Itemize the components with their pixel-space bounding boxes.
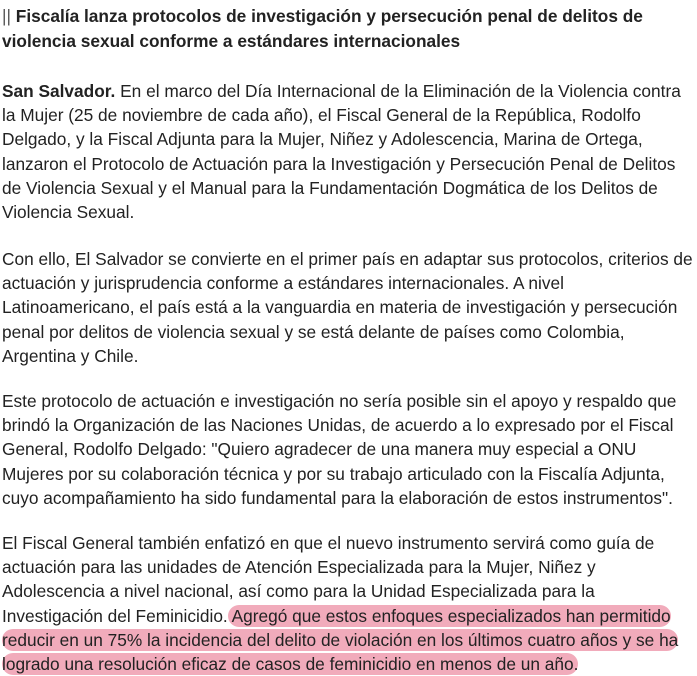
paragraph-3: Este protocolo de actuación e investigación no sería posible sin el apoyo y respaldo que brindó la Organización de las Naciones Unidas, de acuerdo a lo expresado por el Fiscal General, Rodolfo Delgado: "Quiero agradecer de una manera muy especial a ONU Mujeres por su colaboración técnica y por su trabajo articulado con la Fiscalía Adjunta, cuyo acompañamiento ha sido fundamental para la elaboración de estos instrumentos". xyxy=(2,391,677,508)
paragraph-1 xyxy=(2,79,697,224)
headline-text: Fiscalía lanza protocolos de investigación y persecución penal de delitos de violencia sexual conforme a estándares internacionales xyxy=(2,6,643,51)
headline-marker: || xyxy=(2,6,11,26)
paragraph-2: Con ello, El Salvador se convierte en el primer país en adaptar sus protocolos, criterios de actuación y jurisprudencia conforme a estándares internacionales. A nivel Latinoamericano, el país está a la vanguardia en materia de investigación y persecución penal por delitos de violencia sexual y se está delante de países como Colombia, Argentina y Chile. xyxy=(2,249,693,366)
article xyxy=(2,4,697,675)
highlighted-text: Agregó que estos enfoques especializados han permitido reducir en un 75% la incidencia del delito de violación en los últimos cuatro años y se ha logrado una resolución eficaz de casos de feminicidio en menos de un año. xyxy=(2,605,679,675)
paragraph-1-text: En el marco del Día Internacional de la Eliminación de la Violencia contra la Mujer (25 de noviembre de cada año), el Fiscal General de la República, Rodolfo Delgado, y la Fiscal Adjunta para la Mujer, Niñez y Adolescencia, Marina de Ortega, lanzaron el Protocolo de Actuación para la Investigación y Persecución Penal de Delitos de Violencia Sexual y el Manual para la Fundamentación Dogmática de los Delitos de Violencia Sexual. xyxy=(2,81,681,223)
dateline: San Salvador. xyxy=(2,81,116,101)
article-headline xyxy=(2,4,692,54)
paragraph-4-text: El Fiscal General también enfatizó en que el nuevo instrumento servirá como guía de actuación para las unidades de Atención Especializada para la Mujer, Niñez y Adolescencia a nivel nacional, así como para la Unidad Especializada para la Investigación del Feminicidio. xyxy=(2,533,655,626)
paragraph-4 xyxy=(2,531,697,676)
